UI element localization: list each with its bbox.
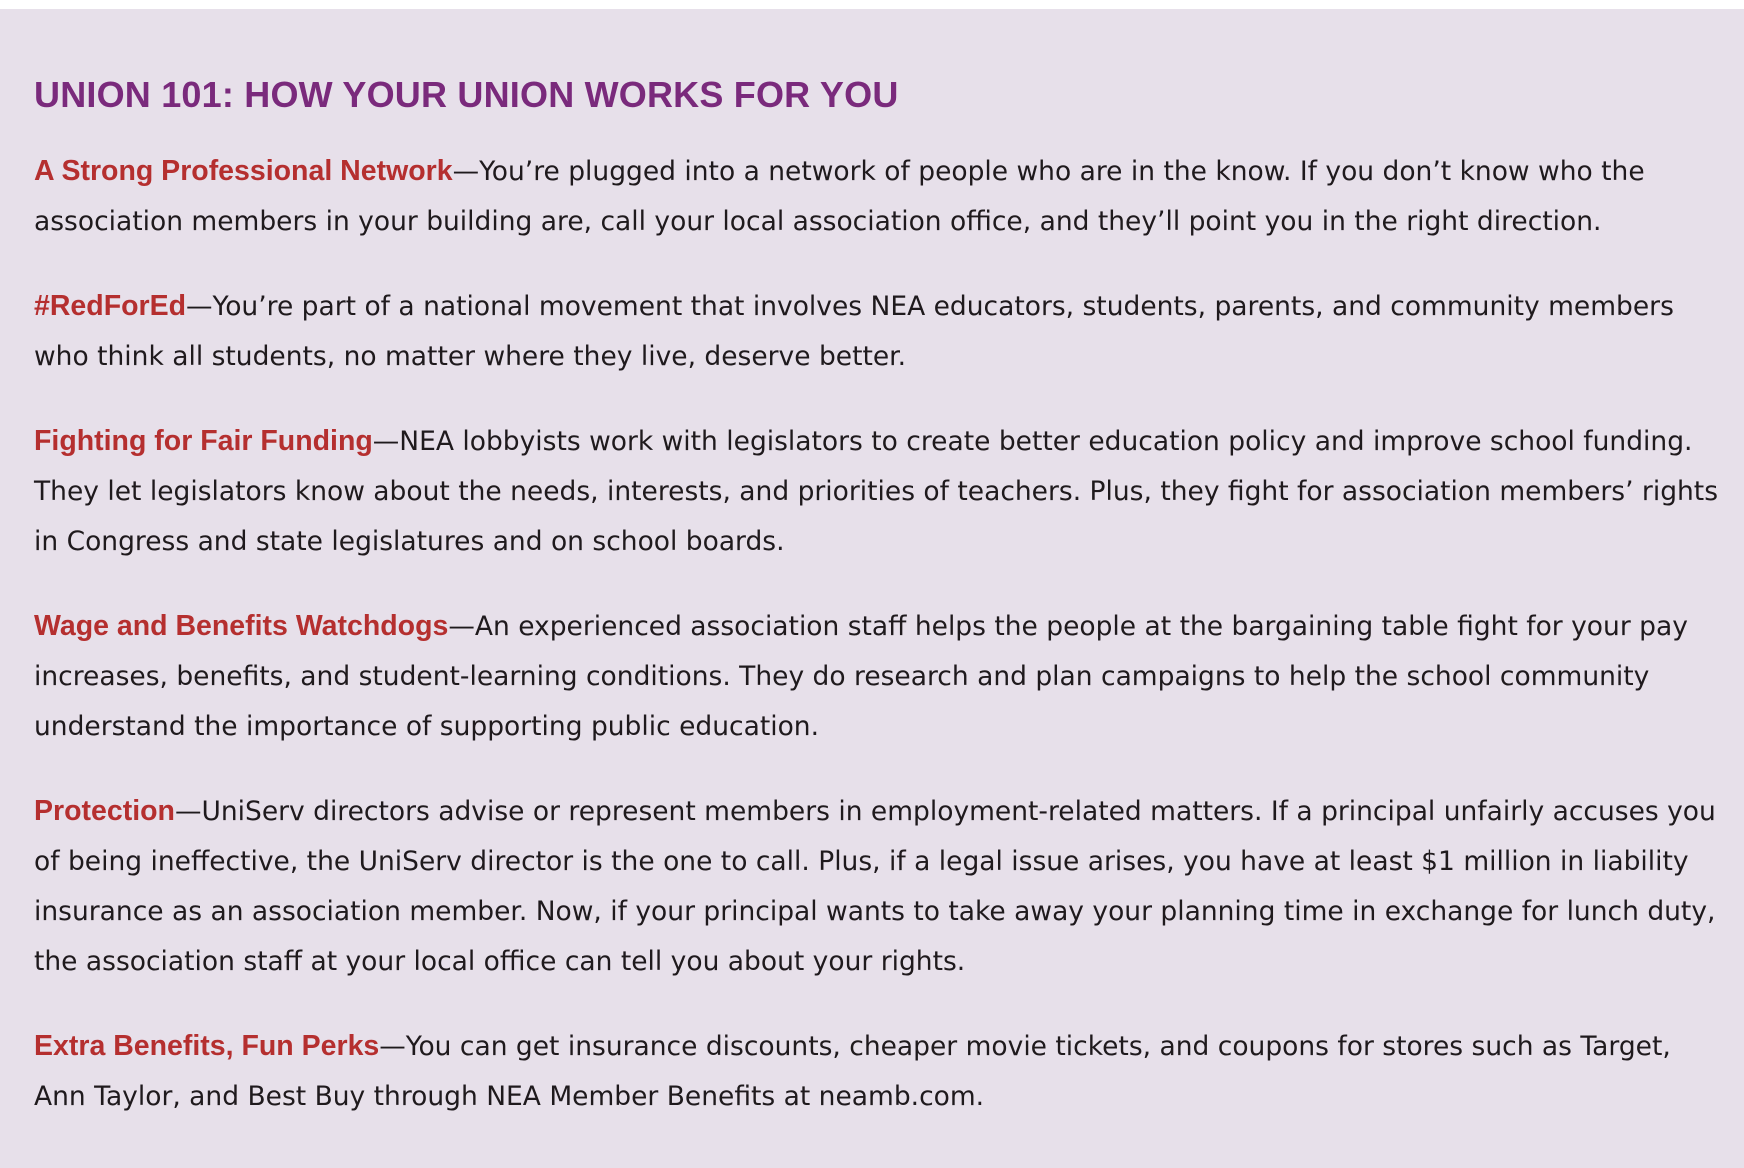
list-item-professional-network [34, 146, 1724, 247]
list-item-wage-benefits [34, 601, 1724, 752]
item-text: —You’re part of a national movement that involves NEA educators, students, parents, and community members who think all students, no matter where they live, deserve better. [34, 291, 1674, 372]
list-item-protection [34, 786, 1724, 987]
info-panel [0, 9, 1744, 1168]
item-heading: Wage and Benefits Watchdogs [34, 610, 449, 642]
page-title: UNION 101: HOW YOUR UNION WORKS FOR YOU [34, 74, 899, 115]
item-heading: Protection [34, 795, 175, 827]
item-heading: #RedForEd [34, 290, 187, 322]
list-item-extra-benefits [34, 1021, 1724, 1122]
item-heading: Extra Benefits, Fun Perks [34, 1030, 380, 1062]
list-item-fair-funding [34, 416, 1724, 567]
item-heading: Fighting for Fair Funding [34, 425, 373, 457]
item-text: —NEA lobbyists work with legislators to create better education policy and improve school funding. They let legislators know about the needs, interests, and priorities of teachers. Plus, they fight for association members’ rights in Congress and state legislatures and on school boards. [34, 426, 1719, 557]
item-text: —You can get insurance discounts, cheaper movie tickets, and coupons for stores such as Target, Ann Taylor, and Best Buy through NEA Member Benefits at neamb.com. [34, 1031, 1671, 1112]
item-heading: A Strong Professional Network [34, 155, 453, 187]
item-text: —UniServ directors advise or represent members in employment-related matters. If a principal unfairly accuses you of being ineffective, the UniServ director is the one to call. Plus, if a legal issue arises, you have at least $1 million in liability insurance as an association member. Now, if your principal wants to take away your planning time in exchange for lunch duty, the association staff at your local office can tell you about your rights. [34, 796, 1716, 977]
item-text: —An experienced association staff helps the people at the bargaining table fight for your pay increases, benefits, and student-learning conditions. They do research and plan campaigns to help the school community understand the importance of supporting public education. [34, 611, 1688, 742]
list-item-redfored [34, 281, 1724, 382]
item-text: —You’re plugged into a network of people who are in the know. If you don’t know who the association members in your building are, call your local association office, and they’ll point you in the right direction. [34, 156, 1645, 237]
